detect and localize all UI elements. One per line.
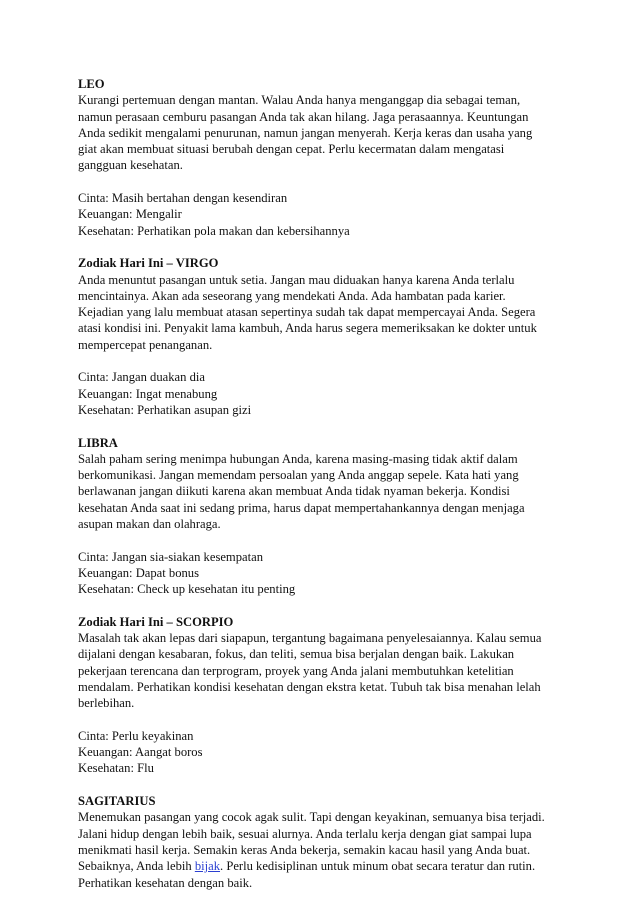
stat-cinta: Cinta: Masih bertahan dengan kesendiran xyxy=(78,191,288,206)
stat-keuangan: Keuangan: Ingat menabung xyxy=(78,386,218,401)
body-line: kesehatan Anda saat ini sedang prima, harus dapat mempertahankannya dengan menjaga xyxy=(78,500,525,515)
body-line-with-link xyxy=(78,858,578,874)
stat-keuangan: Keuangan: Dapat bonus xyxy=(78,565,200,580)
stats-virgo xyxy=(78,369,578,418)
section-libra xyxy=(78,435,578,533)
body-line: gangguan kesehatan. xyxy=(78,158,183,173)
section-sagitarius xyxy=(78,793,578,891)
stats-scorpio xyxy=(78,728,578,777)
stat-kesehatan: Kesehatan: Check up kesehatan itu penting xyxy=(78,582,296,597)
body-line: mempercepat penanganan. xyxy=(78,337,213,352)
line-text: . Perlu kedisiplinan untuk minum obat secara teratur dan rutin. xyxy=(220,859,536,874)
body-line: namun perasaan cemburu pasangan Anda tak akan hilang. Jaga perasaannya. Keuntungan xyxy=(78,109,529,124)
body-line: mencintainya. Akan ada seseorang yang mendekati Anda. Ada hambatan pada karier. xyxy=(78,288,506,303)
stats-libra xyxy=(78,549,578,598)
line-text: Sebaiknya, Anda lebih xyxy=(78,859,195,874)
section-title: LIBRA xyxy=(78,435,118,450)
section-virgo xyxy=(78,255,578,353)
body-line: berlawanan jangan diikuti karena akan membuat Anda tidak nyaman bekerja. Kondisi xyxy=(78,484,510,499)
body-line: berlebihan. xyxy=(78,696,135,711)
document-page xyxy=(78,76,578,907)
body-line: Masalah tak akan lepas dari siapapun, tergantung bagaimana penyelesaiannya. Kalau semua xyxy=(78,631,542,646)
section-leo xyxy=(78,76,578,174)
body-line: Kejadian yang lalu membuat atasan sepertinya sudah tak dapat mempercayai Anda. Segera xyxy=(78,305,536,320)
stat-kesehatan: Kesehatan: Flu xyxy=(78,761,154,776)
stat-cinta: Cinta: Perlu keyakinan xyxy=(78,728,194,743)
stat-cinta: Cinta: Jangan sia-siakan kesempatan xyxy=(78,549,264,564)
body-line: berkomunikasi. Jangan memendam persoalan yang Anda anggap sepele. Kata hati yang xyxy=(78,468,519,483)
body-line: Menemukan pasangan yang cocok agak sulit. Tapi dengan keyakinan, semuanya bisa terjadi. xyxy=(78,810,545,825)
body-line: Jalani hidup dengan lebih baik, sesuai alurnya. Anda terlalu kerja dengan giat sampai lupa xyxy=(78,826,532,841)
bijak-link[interactable]: bijak xyxy=(194,859,221,874)
section-scorpio xyxy=(78,614,578,712)
body-line: menikmati hasil kerja. Semakin keras Anda bekerja, semakin kacau hasil yang Anda buat. xyxy=(78,842,531,857)
stat-kesehatan: Kesehatan: Perhatikan pola makan dan kebersihannya xyxy=(78,223,350,238)
body-line: Anda menuntut pasangan untuk setia. Jangan mau diduakan hanya karena Anda terlalu xyxy=(78,272,515,287)
stat-keuangan: Keuangan: Mengalir xyxy=(78,207,182,222)
body-line: Kurangi pertemuan dengan mantan. Walau Anda hanya menganggap dia sebagai teman, xyxy=(78,93,521,108)
body-line: Perhatikan kesehatan dengan baik. xyxy=(78,875,253,890)
body-line: dijalani dengan kesabaran, fokus, dan teliti, semua bisa berjalan dengan baik. Lakukan xyxy=(78,647,515,662)
section-title: SAGITARIUS xyxy=(78,794,156,809)
stat-keuangan: Keuangan: Aangat boros xyxy=(78,745,203,760)
stat-cinta: Cinta: Jangan duakan dia xyxy=(78,370,205,385)
body-line: Salah paham sering menimpa hubungan Anda, karena masing-masing tidak aktif dalam xyxy=(78,451,518,466)
section-title: Zodiak Hari Ini – SCORPIO xyxy=(78,614,234,629)
body-line: Anda sedikit mengalami penurunan, namun jangan menyerah. Kerja keras dan usaha yang xyxy=(78,125,533,140)
stats-leo xyxy=(78,190,578,239)
body-line: giat akan membuat situasi berubah dengan cepat. Perlu kecermatan dalam mengatasi xyxy=(78,142,505,157)
body-line: atasi kondisi ini. Penyakit lama kambuh, Anda harus segera memeriksakan ke dokter untuk xyxy=(78,321,537,336)
section-title: Zodiak Hari Ini – VIRGO xyxy=(78,256,219,271)
body-line: asupan makan dan olahraga. xyxy=(78,517,221,532)
body-line: mendalam. Perhatikan kondisi kesehatan dengan ekstra ketat. Tubuh tak bisa menahan lelah xyxy=(78,679,541,694)
section-title: LEO xyxy=(78,77,105,91)
stat-kesehatan: Kesehatan: Perhatikan asupan gizi xyxy=(78,402,252,417)
body-line: pekerjaan terencana dan terprogram, proyek yang Anda jalani membutuhkan ketelitian xyxy=(78,663,514,678)
